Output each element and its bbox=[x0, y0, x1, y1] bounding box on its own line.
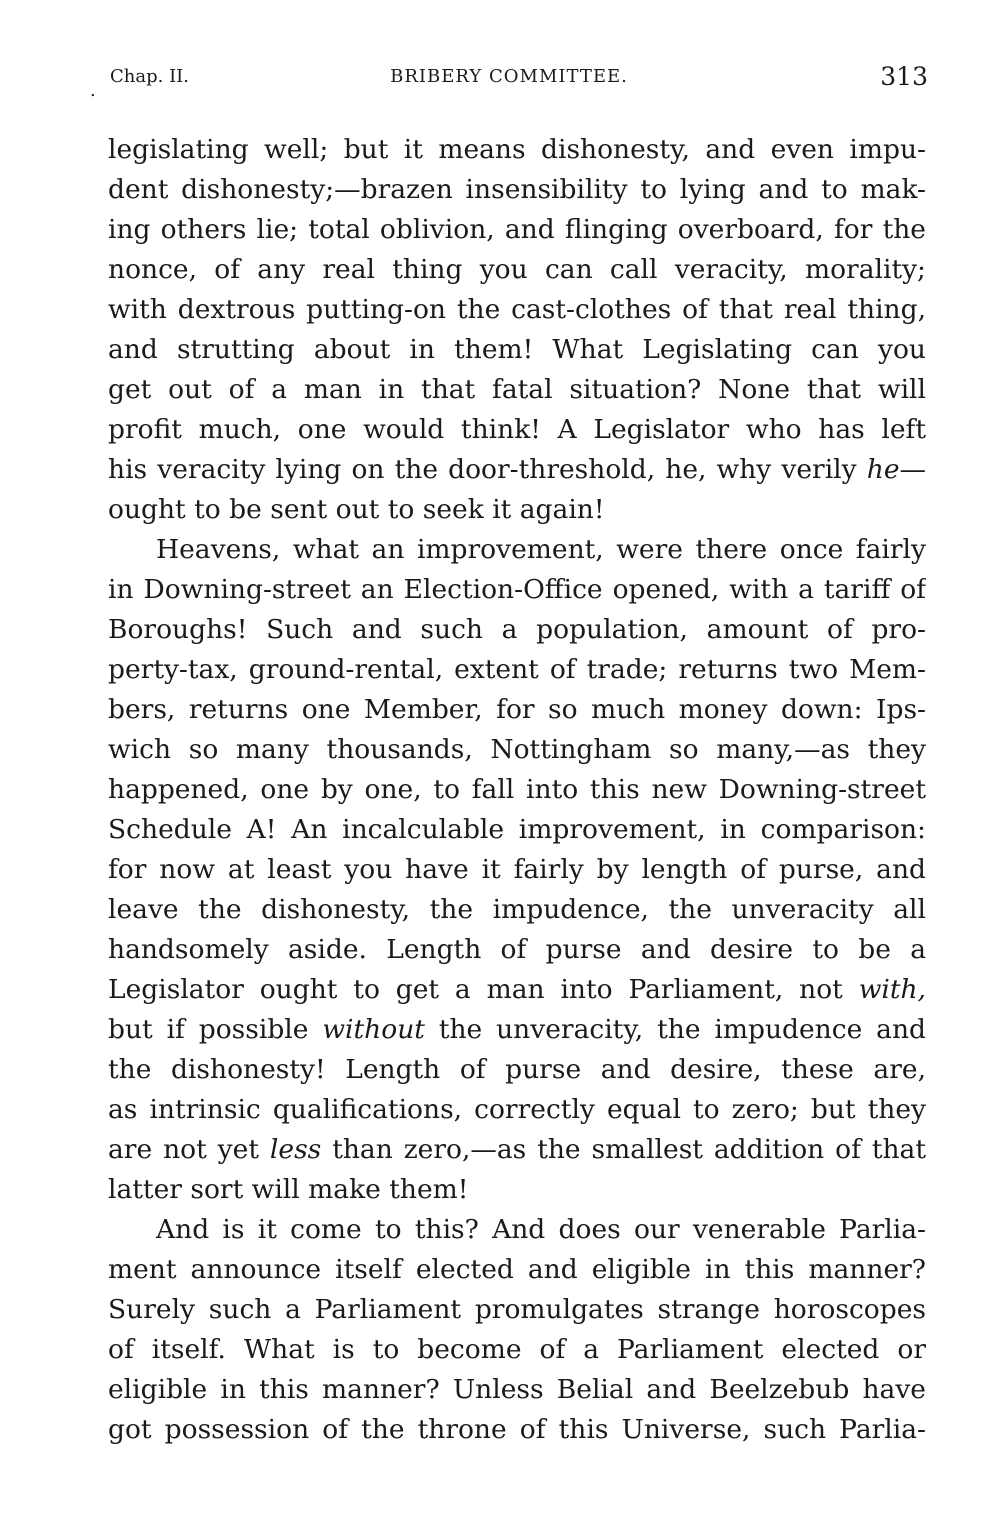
text-line bbox=[108, 290, 926, 330]
text-line bbox=[108, 890, 926, 930]
text-segment: Legislator ought to get a man into Parliament, not bbox=[108, 974, 859, 1005]
text-segment: profit much, one would think! A Legislator who has left bbox=[108, 414, 926, 445]
header-marker: . bbox=[90, 80, 96, 101]
text-segment: as intrinsic qualifications, correctly equal to zero; but they bbox=[108, 1094, 926, 1125]
text-segment: ment announce itself elected and eligible in this manner? bbox=[108, 1254, 926, 1285]
text-segment: handsomely aside. Length of purse and desire to be a bbox=[108, 934, 926, 965]
text-line bbox=[108, 770, 926, 810]
text-segment: the dishonesty! Length of purse and desire, these are, bbox=[108, 1054, 926, 1085]
text-line bbox=[108, 250, 926, 290]
text-segment: and strutting about in them! What Legislating can you bbox=[108, 334, 926, 365]
text-segment: And is it come to this? And does our venerable Parlia- bbox=[156, 1214, 926, 1245]
italic-text: without bbox=[322, 1014, 425, 1045]
text-segment: his veracity lying on the door-threshold, he, why verily bbox=[108, 454, 867, 485]
text-segment: in Downing-street an Election-Office opened, with a tariff of bbox=[108, 574, 926, 605]
text-segment: leave the dishonesty, the impudence, the unveracity all bbox=[108, 894, 926, 925]
text-segment: are not yet bbox=[108, 1134, 270, 1165]
text-segment: Surely such a Parliament promulgates strange horoscopes bbox=[108, 1294, 926, 1325]
text-line bbox=[108, 1210, 926, 1250]
text-line bbox=[108, 530, 926, 570]
text-line bbox=[108, 610, 926, 650]
italic-text: he bbox=[866, 454, 900, 485]
text-line bbox=[108, 410, 926, 450]
text-line bbox=[108, 690, 926, 730]
italic-text: with, bbox=[858, 974, 926, 1005]
text-segment: ought to be sent out to seek it again! bbox=[108, 494, 605, 525]
text-line bbox=[108, 1410, 926, 1450]
text-segment: legislating well; but it means dishonesty, and even impu- bbox=[108, 134, 926, 165]
text-segment: got possession of the throne of this Universe, such Parlia- bbox=[108, 1414, 926, 1445]
text-segment: latter sort will make them! bbox=[108, 1174, 469, 1205]
text-line bbox=[108, 1170, 926, 1210]
text-segment: Boroughs! Such and such a population, amount of pro- bbox=[108, 614, 926, 645]
text-segment: dent dishonesty;—brazen insensibility to lying and to mak- bbox=[108, 174, 926, 205]
text-segment: ing others lie; total oblivion, and flinging overboard, for the bbox=[108, 214, 926, 245]
text-segment: bers, returns one Member, for so much money down: Ips- bbox=[108, 694, 926, 725]
text-line bbox=[108, 1290, 926, 1330]
text-segment: the unveracity, the impudence and bbox=[424, 1014, 926, 1045]
text-line bbox=[108, 1010, 926, 1050]
text-line bbox=[108, 1130, 926, 1170]
text-line bbox=[108, 450, 926, 490]
text-segment: happened, one by one, to fall into this new Downing-street bbox=[108, 774, 926, 805]
text-line bbox=[108, 730, 926, 770]
text-segment: but if possible bbox=[108, 1014, 323, 1045]
text-line bbox=[108, 130, 926, 170]
text-line bbox=[108, 1090, 926, 1130]
text-line bbox=[108, 810, 926, 850]
text-line bbox=[108, 570, 926, 610]
text-line bbox=[108, 1330, 926, 1370]
text-segment: for now at least you have it fairly by length of purse, and bbox=[108, 854, 926, 885]
text-line bbox=[108, 930, 926, 970]
text-segment: Heavens, what an improvement, were there once fairly bbox=[156, 534, 926, 565]
text-line bbox=[108, 1370, 926, 1410]
text-segment: get out of a man in that fatal situation? None that will bbox=[108, 374, 926, 405]
text-line bbox=[108, 210, 926, 250]
text-segment: of itself. What is to become of a Parliament elected or bbox=[108, 1334, 926, 1365]
text-line bbox=[108, 1050, 926, 1090]
text-line bbox=[108, 370, 926, 410]
chapter-label: Chap. II. bbox=[110, 66, 190, 87]
text-segment: perty-tax, ground-rental, extent of trade; returns two Mem- bbox=[108, 654, 926, 685]
running-title: BRIBERY COMMITTEE. bbox=[390, 66, 628, 87]
text-line bbox=[108, 330, 926, 370]
page-body-text bbox=[108, 130, 926, 1450]
running-header bbox=[90, 62, 928, 101]
text-segment: than zero,—as the smallest addition of that bbox=[321, 1134, 926, 1165]
text-segment: Schedule A! An incalculable improvement, in comparison: bbox=[108, 814, 926, 845]
text-segment: with dextrous putting-on the cast-clothes of that real thing, bbox=[108, 294, 926, 325]
text-segment: wich so many thousands, Nottingham so many,—as they bbox=[108, 734, 926, 765]
text-line bbox=[108, 850, 926, 890]
page-number: 313 bbox=[880, 62, 928, 91]
text-line bbox=[108, 490, 926, 530]
text-line bbox=[108, 650, 926, 690]
text-line bbox=[108, 170, 926, 210]
text-line bbox=[108, 1250, 926, 1290]
text-segment: — bbox=[899, 454, 926, 485]
text-line bbox=[108, 970, 926, 1010]
italic-text: less bbox=[269, 1134, 322, 1165]
text-segment: nonce, of any real thing you can call veracity, morality; bbox=[108, 254, 926, 285]
text-segment: eligible in this manner? Unless Belial and Beelzebub have bbox=[108, 1374, 926, 1405]
